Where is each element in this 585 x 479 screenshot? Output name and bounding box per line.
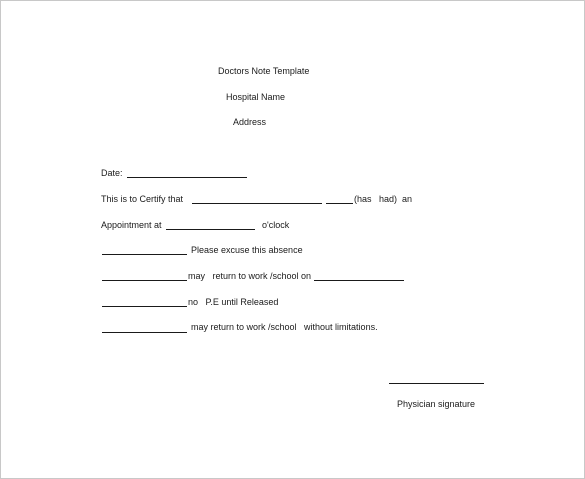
no-limits-blank — [102, 332, 187, 333]
no-limits-label: may return to work /school without limitations. — [191, 322, 378, 332]
certify-label: This is to Certify that — [101, 194, 184, 204]
return-date-blank — [314, 280, 404, 281]
date-label: Date: — [101, 168, 123, 178]
date-blank — [127, 177, 247, 178]
no-pe-blank — [102, 306, 187, 307]
has-had-label: (has had) an — [354, 194, 413, 204]
patient-name-blank — [192, 203, 322, 204]
address: Address — [233, 117, 267, 127]
signature-label: Physician signature — [397, 399, 476, 409]
no-pe-label: no P.E until Released — [188, 297, 279, 307]
has-had-blank — [326, 203, 353, 204]
appointment-label: Appointment at — [101, 220, 162, 230]
excuse-blank — [102, 254, 187, 255]
return-name-blank — [102, 280, 187, 281]
excuse-label: Please excuse this absence — [191, 245, 303, 255]
may-return-label: may return to work /school on — [188, 271, 312, 281]
hospital-name: Hospital Name — [226, 92, 286, 102]
appointment-time-blank — [166, 229, 255, 230]
signature-line — [389, 383, 484, 384]
oclock-label: o'clock — [262, 220, 290, 230]
document-title: Doctors Note Template — [218, 66, 310, 76]
